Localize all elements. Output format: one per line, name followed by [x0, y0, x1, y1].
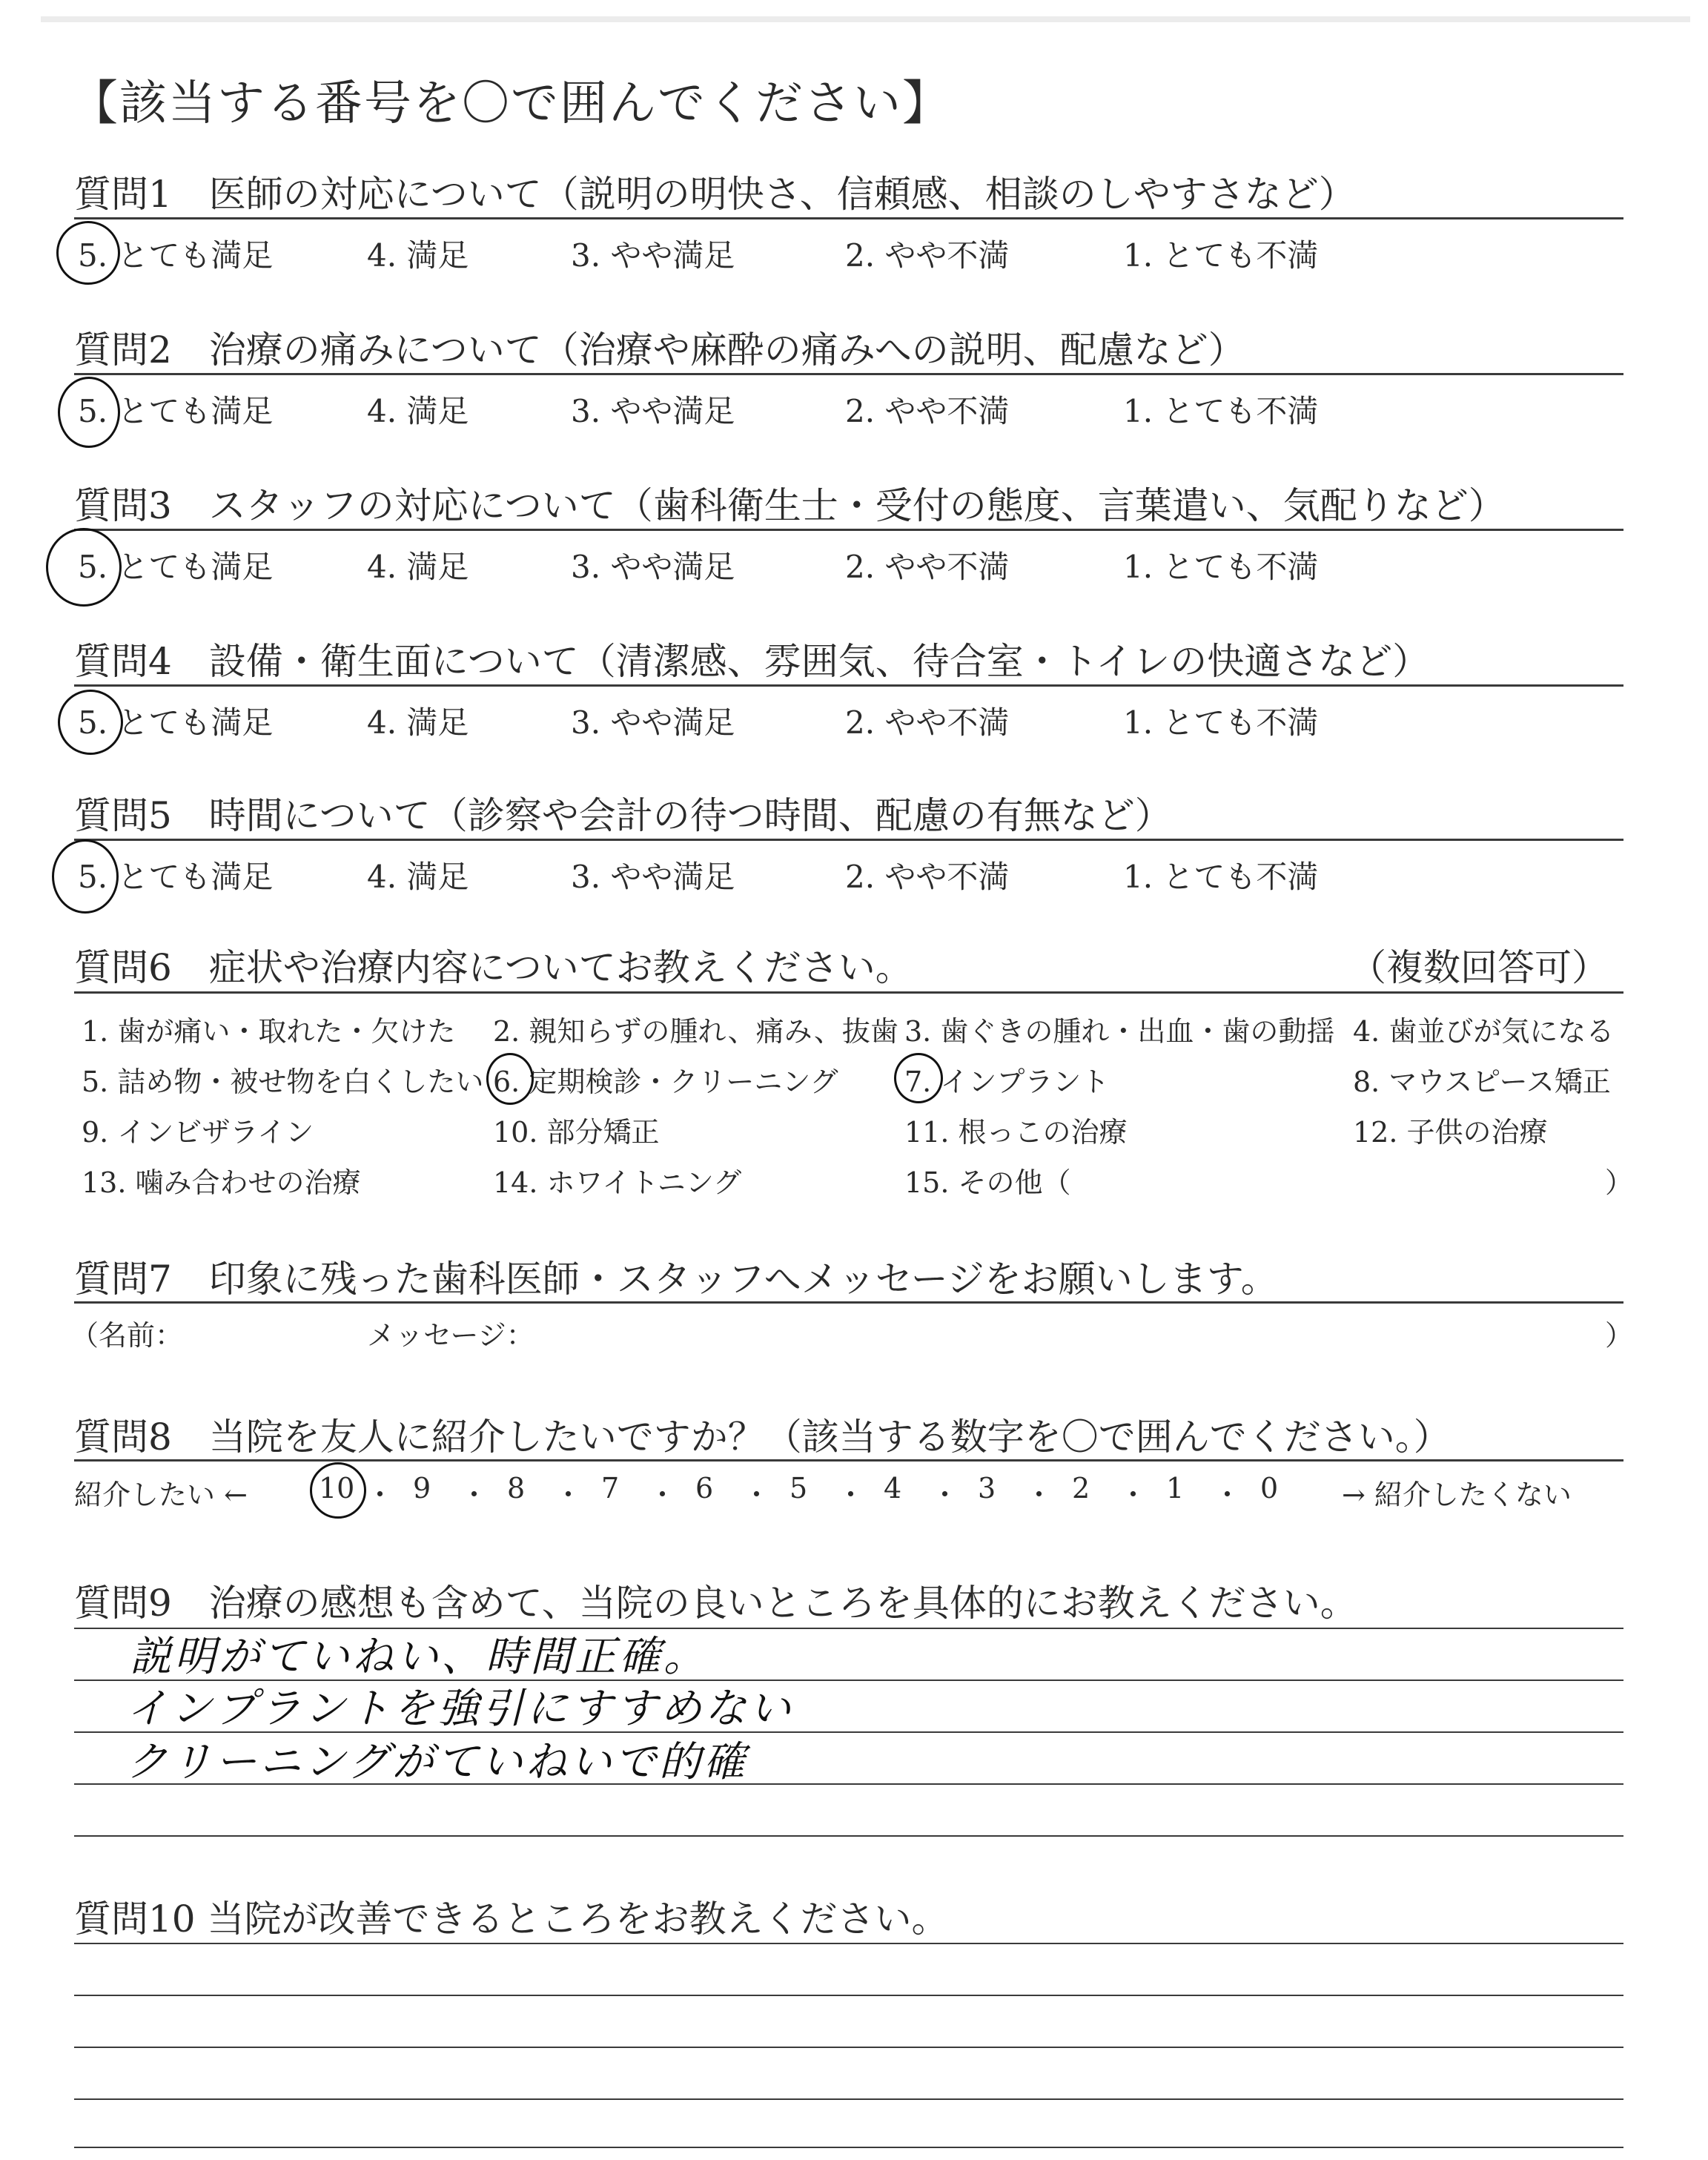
q8-right-label: → 紹介したくない	[1342, 1479, 1572, 1511]
q4-answer-circle	[58, 690, 123, 755]
q6-item-12[interactable]: 12. 子供の治療	[1353, 1116, 1548, 1149]
q8-scale-value-2[interactable]: 2	[1072, 1472, 1090, 1505]
q8-scale-value-7[interactable]: 7	[601, 1472, 620, 1505]
q1-option-5[interactable]: 5. とても満足	[78, 237, 274, 274]
q8-scale-separator: ・	[554, 1479, 583, 1511]
q5-option-5[interactable]: 5. とても満足	[78, 859, 274, 895]
question-9-title: 質問9 治療の感想も含めて、当院の良いところを具体的にお教えください。	[74, 1582, 1357, 1625]
question-5-rule	[74, 839, 1623, 841]
q1-option-4[interactable]: 4. 満足	[367, 237, 469, 274]
q5-option-4[interactable]: 4. 満足	[367, 859, 469, 895]
question-1-rule	[74, 217, 1623, 219]
q9-answer-1: 説明がていねい、時間正確。	[130, 1633, 708, 1681]
q8-scale-value-3[interactable]: 3	[978, 1472, 996, 1505]
q6-item-8[interactable]: 8. マウスピース矯正	[1353, 1066, 1611, 1098]
q4-option-3[interactable]: 3. やや満足	[571, 704, 735, 741]
question-7-title: 質問7 印象に残った歯科医師・スタッフへメッセージをお願いします。	[74, 1258, 1278, 1301]
q2-answer-circle	[58, 377, 120, 448]
question-7-rule	[74, 1301, 1623, 1304]
question-2-rule	[74, 373, 1623, 375]
q4-option-4[interactable]: 4. 満足	[367, 704, 469, 741]
q6-item-1[interactable]: 1. 歯が痛い・取れた・欠けた	[82, 1015, 456, 1048]
q2-option-5[interactable]: 5. とても満足	[78, 393, 274, 429]
q6-item-14[interactable]: 14. ホワイトニング	[493, 1166, 742, 1199]
question-10-title: 質問10 当院が改善できるところをお教えください。	[74, 1898, 949, 1941]
q3-option-5[interactable]: 5. とても満足	[78, 549, 274, 585]
form-heading: 【該当する番号を〇で囲んでください】	[70, 76, 951, 131]
q6-item-11[interactable]: 11. 根っこの治療	[904, 1116, 1128, 1149]
question-3-rule	[74, 529, 1623, 531]
q5-option-3[interactable]: 3. やや満足	[571, 859, 735, 895]
q10-line-3	[74, 2047, 1623, 2048]
q9-answer-3: クリーニングがていねいで的確	[126, 1738, 748, 1786]
question-4-rule	[74, 684, 1623, 687]
question-8-title: 質問8 当院を友人に紹介したいですか？（該当する数字を〇で囲んでください。）	[74, 1416, 1451, 1459]
q2-option-4[interactable]: 4. 満足	[367, 393, 469, 429]
q6-item-3[interactable]: 3. 歯ぐきの腫れ・出血・歯の動揺	[904, 1015, 1335, 1048]
q6-item-4[interactable]: 4. 歯並びが気になる	[1353, 1015, 1615, 1048]
q5-option-2[interactable]: 2. やや不満	[845, 859, 1010, 895]
q8-scale-value-4[interactable]: 4	[884, 1472, 902, 1505]
q5-answer-circle	[52, 839, 119, 914]
question-2-title: 質問2 治療の痛みについて（治療や麻酔の痛みへの説明、配慮など）	[74, 328, 1245, 371]
question-4-title: 質問4 設備・衛生面について（清潔感、雰囲気、待合室・トイレの快適さなど）	[74, 640, 1430, 683]
q6-item-15-close: ）	[1605, 1166, 1634, 1199]
q10-line-4	[74, 2098, 1623, 2100]
q7-message-label: メッセージ：	[367, 1319, 534, 1352]
question-6-note: （複数回答可）	[1349, 946, 1609, 989]
q3-option-1[interactable]: 1. とても不満	[1123, 549, 1319, 585]
q2-option-3[interactable]: 3. やや満足	[571, 393, 735, 429]
q5-option-1[interactable]: 1. とても不満	[1123, 859, 1319, 895]
q9-line-5	[74, 1835, 1623, 1837]
q6-item-9[interactable]: 9. インビザライン	[82, 1116, 314, 1149]
q4-option-2[interactable]: 2. やや不満	[845, 704, 1010, 741]
q7-close-paren: ）	[1605, 1319, 1634, 1352]
question-6-rule	[74, 991, 1623, 994]
q8-left-label: 紹介したい ←	[74, 1479, 248, 1511]
q8-scale-value-5[interactable]: 5	[790, 1472, 808, 1505]
question-8-rule	[74, 1459, 1623, 1462]
q8-scale-separator: ・	[1213, 1479, 1242, 1511]
q8-scale-separator: ・	[930, 1479, 959, 1511]
q1-option-1[interactable]: 1. とても不満	[1123, 237, 1319, 274]
q8-scale-separator: ・	[460, 1479, 489, 1511]
q8-scale-value-9[interactable]: 9	[413, 1472, 431, 1505]
q6-item-7-circle	[894, 1053, 943, 1103]
q8-answer-circle	[310, 1462, 366, 1519]
q6-item-13[interactable]: 13. 噛み合わせの治療	[82, 1166, 361, 1199]
q3-option-3[interactable]: 3. やや満足	[571, 549, 735, 585]
q9-answer-2: インプラントを強引にすすめない	[126, 1685, 794, 1733]
q6-item-6-circle	[486, 1053, 534, 1105]
q10-line-2	[74, 1995, 1623, 1996]
q4-option-1[interactable]: 1. とても不満	[1123, 704, 1319, 741]
q8-scale-value-1[interactable]: 1	[1166, 1472, 1185, 1505]
q8-scale-value-8[interactable]: 8	[507, 1472, 526, 1505]
q2-option-1[interactable]: 1. とても不満	[1123, 393, 1319, 429]
q6-item-6[interactable]: 6. 定期検診・クリーニング	[493, 1066, 838, 1098]
q3-option-4[interactable]: 4. 満足	[367, 549, 469, 585]
q10-line-1	[74, 1943, 1623, 1944]
top-rule	[41, 16, 1690, 22]
q1-option-3[interactable]: 3. やや満足	[571, 237, 735, 274]
q6-item-15[interactable]: 15. その他（	[904, 1166, 1071, 1199]
q6-item-7[interactable]: 7. インプラント	[904, 1066, 1110, 1098]
q7-name-label: （名前：	[70, 1319, 184, 1352]
q2-option-2[interactable]: 2. やや不満	[845, 393, 1010, 429]
q3-option-2[interactable]: 2. やや不満	[845, 549, 1010, 585]
q3-answer-circle	[46, 528, 122, 607]
q8-scale-value-10[interactable]: 10	[319, 1472, 355, 1505]
question-1-title: 質問1 医師の対応について（説明の明快さ、信頼感、相談のしやすさなど）	[74, 173, 1356, 216]
q8-scale-separator: ・	[742, 1479, 771, 1511]
q6-item-5[interactable]: 5. 詰め物・被せ物を白くしたい	[82, 1066, 484, 1098]
q6-item-10[interactable]: 10. 部分矯正	[493, 1116, 660, 1149]
question-6-title: 質問6 症状や治療内容についてお教えください。	[74, 946, 913, 989]
question-5-title: 質問5 時間について（診察や会計の待つ時間、配慮の有無など）	[74, 794, 1172, 837]
q8-scale-value-6[interactable]: 6	[695, 1472, 714, 1505]
q8-scale-separator: ・	[1119, 1479, 1148, 1511]
q10-line-5	[74, 2147, 1623, 2148]
q6-item-2[interactable]: 2. 親知らずの腫れ、痛み、抜歯	[493, 1015, 898, 1048]
q8-scale-separator: ・	[836, 1479, 865, 1511]
question-3-title: 質問3 スタッフの対応について（歯科衛生士・受付の態度、言葉遣い、気配りなど）	[74, 484, 1506, 527]
q8-scale-separator: ・	[365, 1479, 394, 1511]
q4-option-5[interactable]: 5. とても満足	[78, 704, 274, 741]
q8-scale-separator: ・	[648, 1479, 677, 1511]
q1-option-2[interactable]: 2. やや不満	[845, 237, 1010, 274]
q8-scale-separator: ・	[1025, 1479, 1053, 1511]
q1-answer-circle	[56, 221, 120, 285]
q8-scale-value-0[interactable]: 0	[1260, 1472, 1279, 1505]
